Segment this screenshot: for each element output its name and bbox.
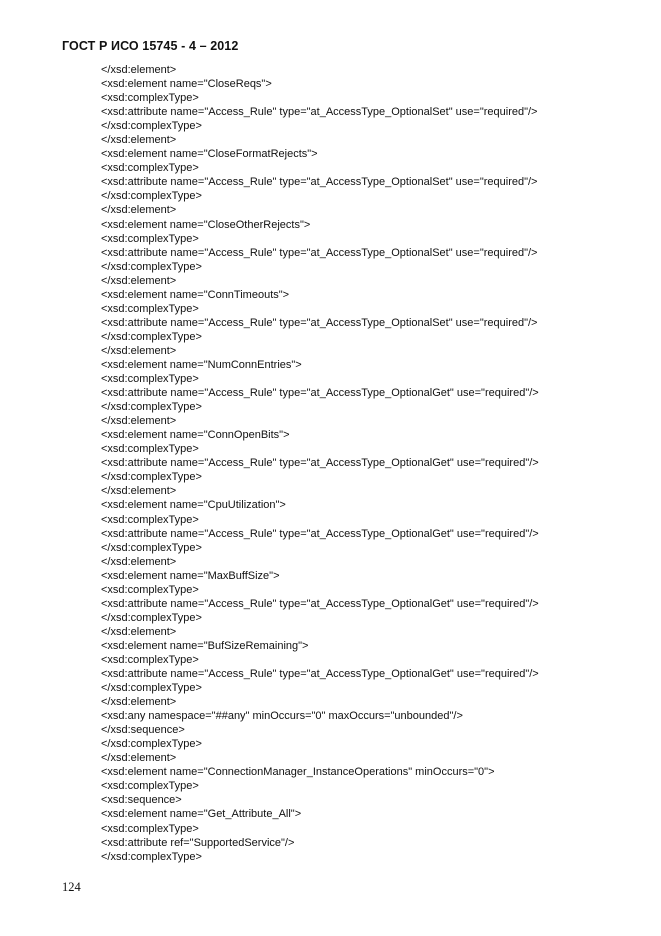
code-line: <xsd:element name="CloseOtherRejects"> xyxy=(101,218,311,231)
code-line: <xsd:element name="ConnOpenBits"> xyxy=(101,429,290,442)
code-line: <xsd:sequence> xyxy=(101,794,182,807)
code-line: </xsd:element> xyxy=(101,696,177,709)
code-line: </xsd:element> xyxy=(101,625,177,638)
code-line: <xsd:element name="Get_Attribute_All"> xyxy=(101,808,302,821)
code-line: </xsd:complexType> xyxy=(101,850,202,863)
code-line: <xsd:attribute name="Access_Rule" type="at_AccessType_OptionalSet" use="required"/> xyxy=(101,246,538,259)
code-line: </xsd:complexType> xyxy=(101,260,202,273)
code-line: <xsd:element name="CpuUtilization"> xyxy=(101,499,286,512)
code-line: </xsd:complexType> xyxy=(101,471,202,484)
code-line: <xsd:attribute name="Access_Rule" type="at_AccessType_OptionalSet" use="required"/> xyxy=(101,106,538,119)
code-line: <xsd:attribute name="Access_Rule" type="at_AccessType_OptionalSet" use="required"/> xyxy=(101,176,538,189)
code-line: <xsd:attribute name="Access_Rule" type="at_AccessType_OptionalGet" use="required"/> xyxy=(101,668,539,681)
code-line: </xsd:complexType> xyxy=(101,190,202,203)
code-line: <xsd:element name="CloseFormatRejects"> xyxy=(101,148,318,161)
code-line: </xsd:complexType> xyxy=(101,330,202,343)
code-line: <xsd:complexType> xyxy=(101,513,199,526)
code-line: <xsd:complexType> xyxy=(101,583,199,596)
code-line: <xsd:complexType> xyxy=(101,232,199,245)
code-line: <xsd:element name="ConnectionManager_InstanceOperations" minOccurs="0"> xyxy=(101,766,495,779)
code-line: </xsd:element> xyxy=(101,344,177,357)
code-line: <xsd:complexType> xyxy=(101,653,199,666)
code-line: </xsd:element> xyxy=(101,204,177,217)
code-line: </xsd:sequence> xyxy=(101,724,185,737)
page-number: 124 xyxy=(62,880,81,894)
code-line: <xsd:attribute name="Access_Rule" type="at_AccessType_OptionalGet" use="required"/> xyxy=(101,387,539,400)
code-line: <xsd:attribute ref="SupportedService"/> xyxy=(101,836,295,849)
code-line: <xsd:any namespace="##any" minOccurs="0" maxOccurs="unbounded"/> xyxy=(101,710,463,723)
code-line: </xsd:complexType> xyxy=(101,682,202,695)
code-line: </xsd:element> xyxy=(101,752,177,765)
code-line: </xsd:complexType> xyxy=(101,738,202,751)
code-line: <xsd:element name="MaxBuffSize"> xyxy=(101,569,280,582)
xsd-code-listing xyxy=(101,63,539,864)
code-line: <xsd:attribute name="Access_Rule" type="at_AccessType_OptionalGet" use="required"/> xyxy=(101,527,539,540)
code-line: <xsd:element name="CloseReqs"> xyxy=(101,78,272,91)
code-line: <xsd:element name="ConnTimeouts"> xyxy=(101,288,290,301)
code-line: <xsd:complexType> xyxy=(101,373,199,386)
code-line: <xsd:complexType> xyxy=(101,92,199,105)
code-line: <xsd:attribute name="Access_Rule" type="at_AccessType_OptionalSet" use="required"/> xyxy=(101,316,538,329)
code-line: <xsd:element name="BufSizeRemaining"> xyxy=(101,639,309,652)
code-line: </xsd:element> xyxy=(101,485,177,498)
code-line: <xsd:element name="NumConnEntries"> xyxy=(101,358,302,371)
code-line: </xsd:complexType> xyxy=(101,401,202,414)
document-header: ГОСТ Р ИСО 15745 - 4 – 2012 xyxy=(62,39,239,53)
code-line: </xsd:complexType> xyxy=(101,611,202,624)
code-line: </xsd:complexType> xyxy=(101,120,202,133)
code-line: </xsd:element> xyxy=(101,64,177,76)
code-line: <xsd:attribute name="Access_Rule" type="at_AccessType_OptionalGet" use="required"/> xyxy=(101,457,539,470)
code-line: </xsd:element> xyxy=(101,134,177,147)
code-line: </xsd:element> xyxy=(101,415,177,428)
code-line: <xsd:complexType> xyxy=(101,822,199,835)
code-line: <xsd:complexType> xyxy=(101,780,199,793)
code-line: </xsd:complexType> xyxy=(101,541,202,554)
code-line: <xsd:complexType> xyxy=(101,443,199,456)
code-line: </xsd:element> xyxy=(101,555,177,568)
code-line: </xsd:element> xyxy=(101,274,177,287)
code-line: <xsd:attribute name="Access_Rule" type="at_AccessType_OptionalGet" use="required"/> xyxy=(101,597,539,610)
code-line: <xsd:complexType> xyxy=(101,302,199,315)
code-line: <xsd:complexType> xyxy=(101,162,199,175)
